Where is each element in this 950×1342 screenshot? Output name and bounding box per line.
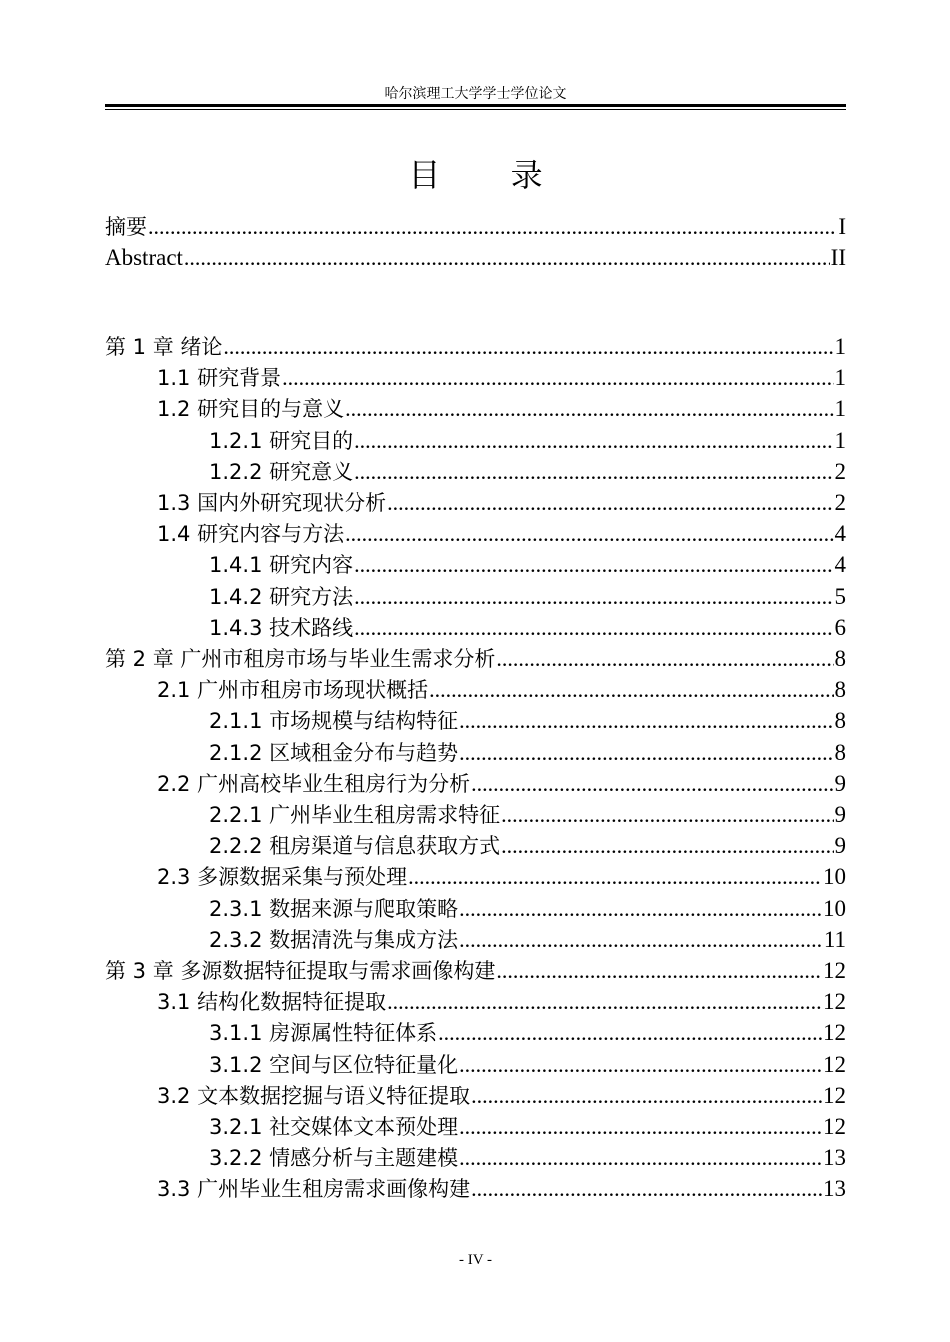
toc-entry-title: 2.3.2 数据清洗与集成方法	[209, 927, 459, 952]
dot-leader	[282, 363, 833, 393]
toc-entry-section[interactable]	[105, 519, 846, 549]
toc-entry-title: 摘要	[105, 215, 147, 239]
page-title: 目 录	[408, 156, 573, 194]
dot-leader	[459, 706, 833, 736]
toc-entry-title: 2.3.1 数据来源与爬取策略	[209, 896, 459, 921]
toc-entry-title: 2.3 多源数据采集与预处理	[157, 865, 408, 890]
dot-leader	[345, 394, 833, 424]
toc-entry-title: Abstract	[105, 245, 183, 270]
page-number: - IV -	[458, 1252, 493, 1268]
toc-page-number: 12	[823, 1082, 846, 1108]
dot-leader	[354, 457, 833, 487]
toc-page-number: 10	[823, 895, 846, 921]
toc-page-number: 1	[834, 396, 846, 422]
toc-page-number: 9	[834, 802, 846, 827]
toc-page-number: 10	[823, 864, 846, 890]
dot-leader	[408, 862, 822, 892]
toc-entry-section[interactable]	[105, 769, 846, 799]
toc-entry-chapter[interactable]	[105, 644, 846, 674]
dot-leader	[459, 1143, 822, 1173]
toc-page-number: 4	[834, 521, 846, 547]
toc-page-number: 11	[823, 926, 846, 952]
toc-entry-subsection[interactable]	[105, 1112, 846, 1142]
header-rule-thin	[105, 109, 846, 110]
toc-page-number: 12	[823, 1051, 846, 1077]
dot-leader	[459, 925, 823, 955]
toc-entry-title: 3.2.1 社交媒体文本预处理	[209, 1115, 459, 1139]
toc-entry-title: 1.2 研究目的与意义	[157, 397, 345, 422]
toc-entry-subsection[interactable]	[105, 426, 846, 456]
dot-leader	[459, 1112, 822, 1142]
dot-leader	[438, 1018, 822, 1048]
toc-page-number: 2	[834, 490, 846, 515]
toc-entry-subsection[interactable]	[105, 613, 846, 643]
dot-leader	[496, 956, 822, 986]
toc-entry-section[interactable]	[105, 1081, 846, 1111]
dot-leader	[496, 644, 833, 674]
toc-entry-title: 2.2.2 租房渠道与信息获取方式	[209, 834, 501, 859]
dot-leader	[223, 332, 833, 362]
toc-entry-title: 1.2.2 研究意义	[209, 459, 354, 484]
dot-leader	[345, 519, 833, 549]
toc-page-number: 2	[834, 458, 846, 484]
toc-page-number: II	[830, 245, 846, 270]
toc-entry-title: 1.4.2 研究方法	[209, 584, 354, 609]
toc-entry-title: 3.1 结构化数据特征提取	[157, 990, 387, 1015]
dot-leader	[354, 582, 833, 612]
toc-entry-section[interactable]	[105, 1174, 846, 1204]
toc-entry-title: 3.1.2 空间与区位特征量化	[209, 1052, 459, 1077]
toc-page-number: 8	[834, 646, 846, 671]
toc-entry-subsection[interactable]	[105, 550, 846, 580]
toc-page-number: 8	[834, 677, 846, 703]
dot-leader	[148, 212, 837, 242]
toc-entry-title: 1.4.1 研究内容	[209, 553, 354, 578]
toc-page-number: 1	[834, 427, 846, 453]
toc-page-number: 12	[823, 1114, 846, 1139]
dot-leader	[387, 987, 822, 1017]
toc-entry-title: 1.2.1 研究目的	[209, 428, 354, 453]
toc-page-number: 12	[823, 989, 846, 1015]
toc-entry-subsection[interactable]	[105, 738, 846, 768]
toc-entry-title: 2.2.1 广州毕业生租房需求特征	[209, 803, 501, 827]
toc-entry-title: 2.1 广州市租房市场现状概括	[157, 678, 429, 703]
dot-leader	[459, 738, 833, 768]
dot-leader	[459, 1050, 822, 1080]
toc-page-number: 1	[834, 334, 846, 359]
toc-page-number: 8	[834, 708, 846, 734]
toc-page-number: 4	[834, 552, 846, 578]
toc-entry-section[interactable]	[105, 987, 846, 1017]
toc-entry-subsection[interactable]	[105, 706, 846, 736]
toc-entry-chapter[interactable]	[105, 332, 846, 362]
toc-entry-title: 2.1.2 区域租金分布与趋势	[209, 740, 459, 765]
toc-entry-title: 3.3 广州毕业生租房需求画像构建	[157, 1177, 471, 1202]
toc-page-number: 1	[834, 365, 846, 391]
toc-entry-subsection[interactable]	[105, 800, 846, 830]
toc-page-number: 5	[834, 583, 846, 609]
toc-entry-subsection[interactable]	[105, 457, 846, 487]
toc-entry-subsection[interactable]	[105, 582, 846, 612]
dot-leader	[501, 800, 833, 830]
toc-entry-front-matter[interactable]	[105, 212, 846, 242]
toc-entry-subsection[interactable]	[105, 1143, 846, 1173]
toc-page-number: 13	[823, 1176, 846, 1202]
dot-leader	[387, 488, 833, 518]
dot-leader	[501, 831, 833, 861]
toc-entry-section[interactable]	[105, 488, 846, 518]
dot-leader	[354, 613, 833, 643]
toc-entry-section[interactable]	[105, 862, 846, 892]
toc-entry-section[interactable]	[105, 363, 846, 393]
toc-entry-subsection[interactable]	[105, 925, 846, 955]
toc-entry-subsection[interactable]	[105, 1050, 846, 1080]
running-header: 哈尔滨理工大学学士学位论文	[384, 86, 567, 102]
toc-entry-chapter[interactable]	[105, 956, 846, 986]
toc-entry-title: 2.1.1 市场规模与结构特征	[209, 709, 459, 734]
toc-entry-title: 第 1 章 绪论	[105, 335, 223, 359]
toc-entry-section[interactable]	[105, 675, 846, 705]
toc-page-number: 13	[823, 1145, 846, 1171]
dot-leader	[471, 1081, 822, 1111]
toc-page-number: 9	[834, 770, 846, 796]
dot-leader	[471, 769, 833, 799]
toc-entry-title: 1.4.3 技术路线	[209, 615, 354, 640]
dot-leader	[429, 675, 833, 705]
toc-entry-title: 3.1.1 房源属性特征体系	[209, 1021, 438, 1046]
toc-page-number: 12	[823, 958, 846, 983]
dot-leader	[459, 894, 822, 924]
dot-leader	[354, 426, 833, 456]
header-rule-thick	[105, 104, 846, 107]
toc-page-number: 8	[834, 739, 846, 765]
dot-leader	[471, 1174, 822, 1204]
dot-leader	[354, 550, 833, 580]
toc-page-number: 9	[834, 833, 846, 859]
toc-entry-subsection[interactable]	[105, 894, 846, 924]
toc-entry-title: 第 3 章 多源数据特征提取与需求画像构建	[105, 959, 496, 983]
toc-entry-subsection[interactable]	[105, 1018, 846, 1048]
toc-entry-title: 1.4 研究内容与方法	[157, 522, 345, 547]
toc-entry-title: 2.2 广州高校毕业生租房行为分析	[157, 771, 471, 796]
toc-page-number: I	[838, 214, 846, 239]
toc-entry-section[interactable]	[105, 394, 846, 424]
toc-page-number: 12	[823, 1020, 846, 1046]
toc-entry-title: 第 2 章 广州市租房市场与毕业生需求分析	[105, 647, 496, 671]
toc-entry-title: 1.1 研究背景	[157, 366, 282, 391]
dot-leader	[184, 243, 830, 273]
toc-entry-front-matter[interactable]	[105, 243, 846, 273]
toc-entry-title: 3.2 文本数据挖掘与语义特征提取	[157, 1083, 471, 1108]
toc-entry-title: 1.3 国内外研究现状分析	[157, 491, 387, 515]
toc-page-number: 6	[834, 614, 846, 640]
toc-entry-title: 3.2.2 情感分析与主题建模	[209, 1146, 459, 1171]
toc-entry-subsection[interactable]	[105, 831, 846, 861]
